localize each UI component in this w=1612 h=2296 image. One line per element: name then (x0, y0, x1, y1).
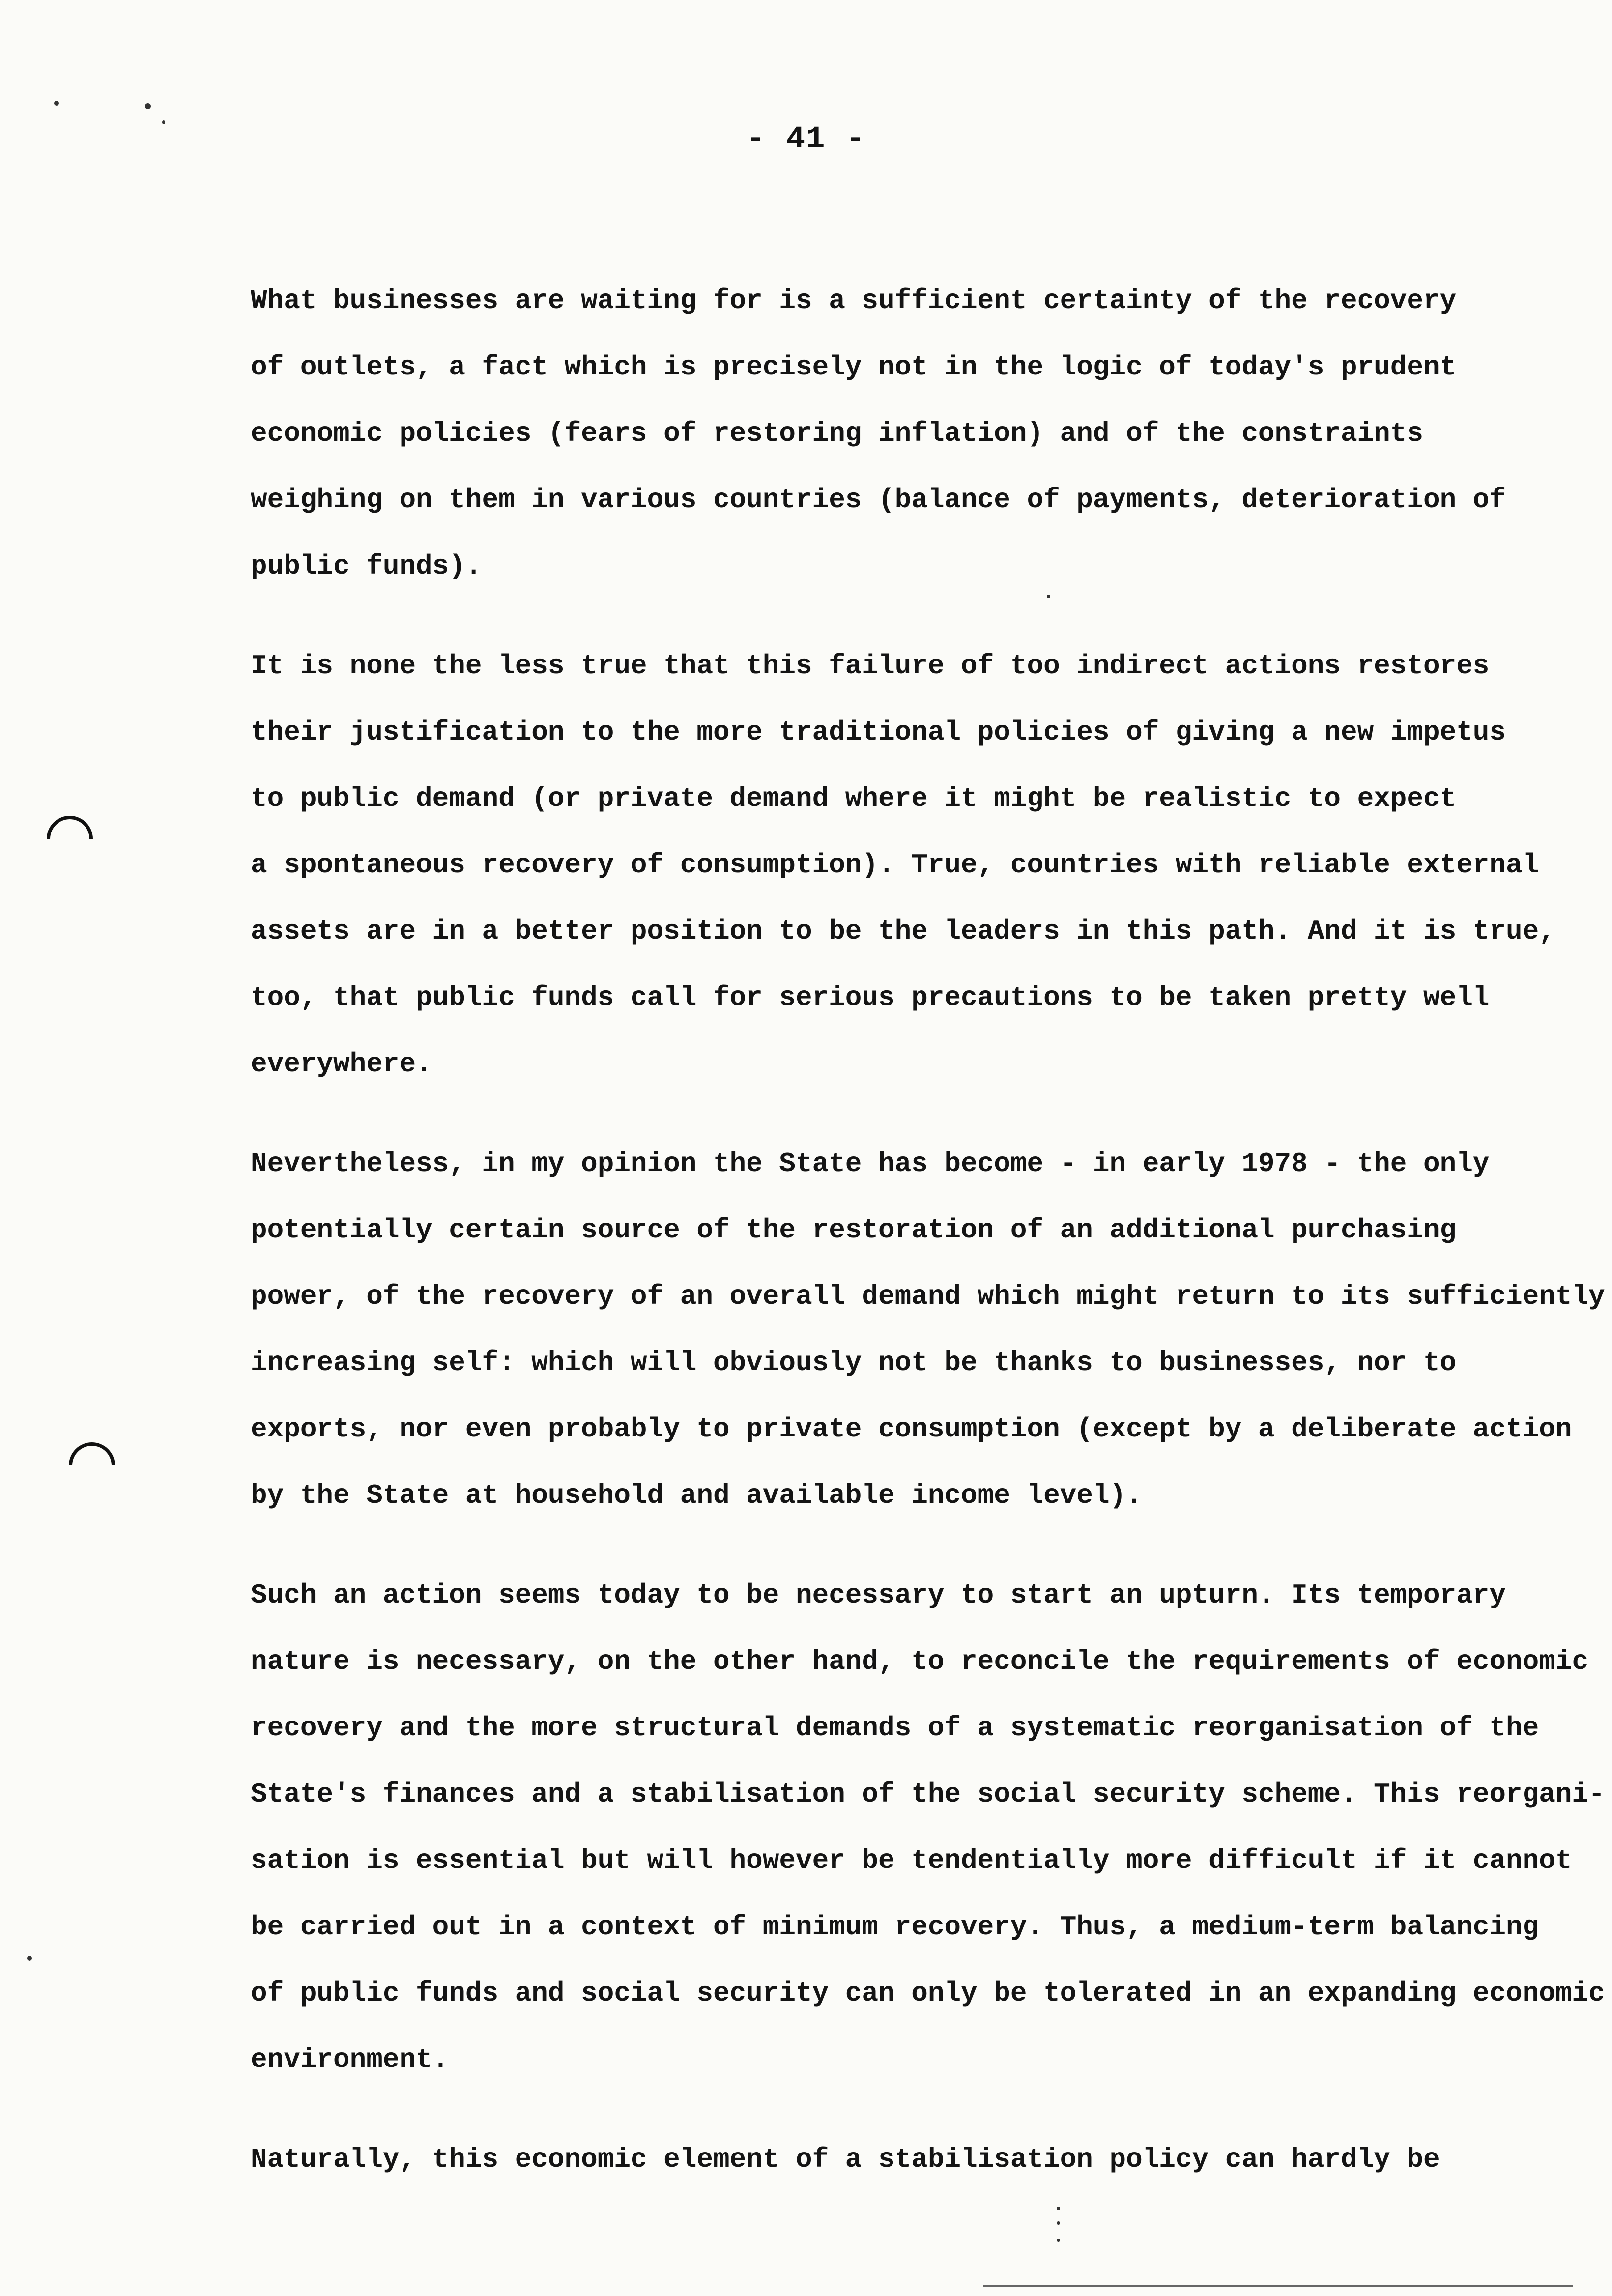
text-line: State's finances and a stabilisation of the social security scheme. This reorgani- (251, 1779, 1605, 1810)
text-line: too, that public funds call for serious precautions to be taken pretty well (251, 982, 1490, 1013)
document-body (251, 268, 1607, 2226)
text-line: recovery and the more structural demands of a systematic reorganisation of the (251, 1712, 1539, 1744)
scan-speck (27, 1956, 32, 1961)
text-line: increasing self: which will obviously not be thanks to businesses, nor to (251, 1347, 1457, 1378)
text-line: assets are in a better position to be the leaders in this path. And it is true, (251, 916, 1555, 947)
text-line: of outlets, a fact which is precisely not in the logic of today's prudent (251, 351, 1457, 383)
scan-speck (54, 101, 59, 106)
text-line: nature is necessary, on the other hand, to reconcile the requirements of economic (251, 1646, 1589, 1677)
text-line: Such an action seems today to be necessary to start an upturn. Its temporary (251, 1579, 1506, 1611)
text-line: economic policies (fears of restoring inflation) and of the constraints (251, 418, 1423, 449)
text-line: Nevertheless, in my opinion the State has become - in early 1978 - the only (251, 1148, 1490, 1179)
paragraph-3 (251, 1131, 1607, 1529)
text-line: public funds). (251, 550, 482, 582)
text-line: weighing on them in various countries (balance of payments, deterioration of (251, 484, 1506, 516)
page-number: - 41 - (746, 122, 866, 157)
binder-hole-mark-top (47, 816, 93, 839)
text-line: everywhere. (251, 1048, 432, 1080)
scan-speck (1057, 2221, 1060, 2225)
scan-speck (1047, 595, 1050, 598)
text-line: a spontaneous recovery of consumption). True, countries with reliable external (251, 849, 1539, 881)
text-line: their justification to the more traditional policies of giving a new impetus (251, 717, 1506, 748)
text-line: What businesses are waiting for is a sufficient certainty of the recovery (251, 285, 1457, 316)
paragraph-1 (251, 268, 1607, 600)
scan-speck (162, 120, 165, 124)
paragraph-2 (251, 633, 1607, 1097)
text-line: sation is essential but will however be tendentially more difficult if it cannot (251, 1845, 1572, 1876)
scan-speck (1057, 2239, 1060, 2242)
text-line: to public demand (or private demand where it might be realistic to expect (251, 783, 1457, 814)
bottom-edge-rule (983, 2285, 1573, 2287)
scan-speck (145, 103, 151, 109)
text-line: be carried out in a context of minimum recovery. Thus, a medium-term balancing (251, 1911, 1539, 1943)
scan-speck (1057, 2207, 1060, 2210)
text-line: exports, nor even probably to private consumption (except by a deliberate action (251, 1413, 1572, 1445)
text-line: power, of the recovery of an overall demand which might return to its sufficiently (251, 1281, 1605, 1312)
text-line: It is none the less true that this failure of too indirect actions restores (251, 650, 1490, 682)
text-line: of public funds and social security can only be tolerated in an expanding economic (251, 1978, 1605, 2009)
text-line: Naturally, this economic element of a stabilisation policy can hardly be (251, 2144, 1440, 2175)
text-line: environment. (251, 2044, 449, 2075)
text-line: by the State at household and available income level). (251, 1480, 1143, 1511)
binder-hole-mark-bottom (69, 1442, 115, 1465)
paragraph-4 (251, 1562, 1607, 2093)
text-line: potentially certain source of the restoration of an additional purchasing (251, 1214, 1457, 1246)
paragraph-5 (251, 2126, 1607, 2193)
